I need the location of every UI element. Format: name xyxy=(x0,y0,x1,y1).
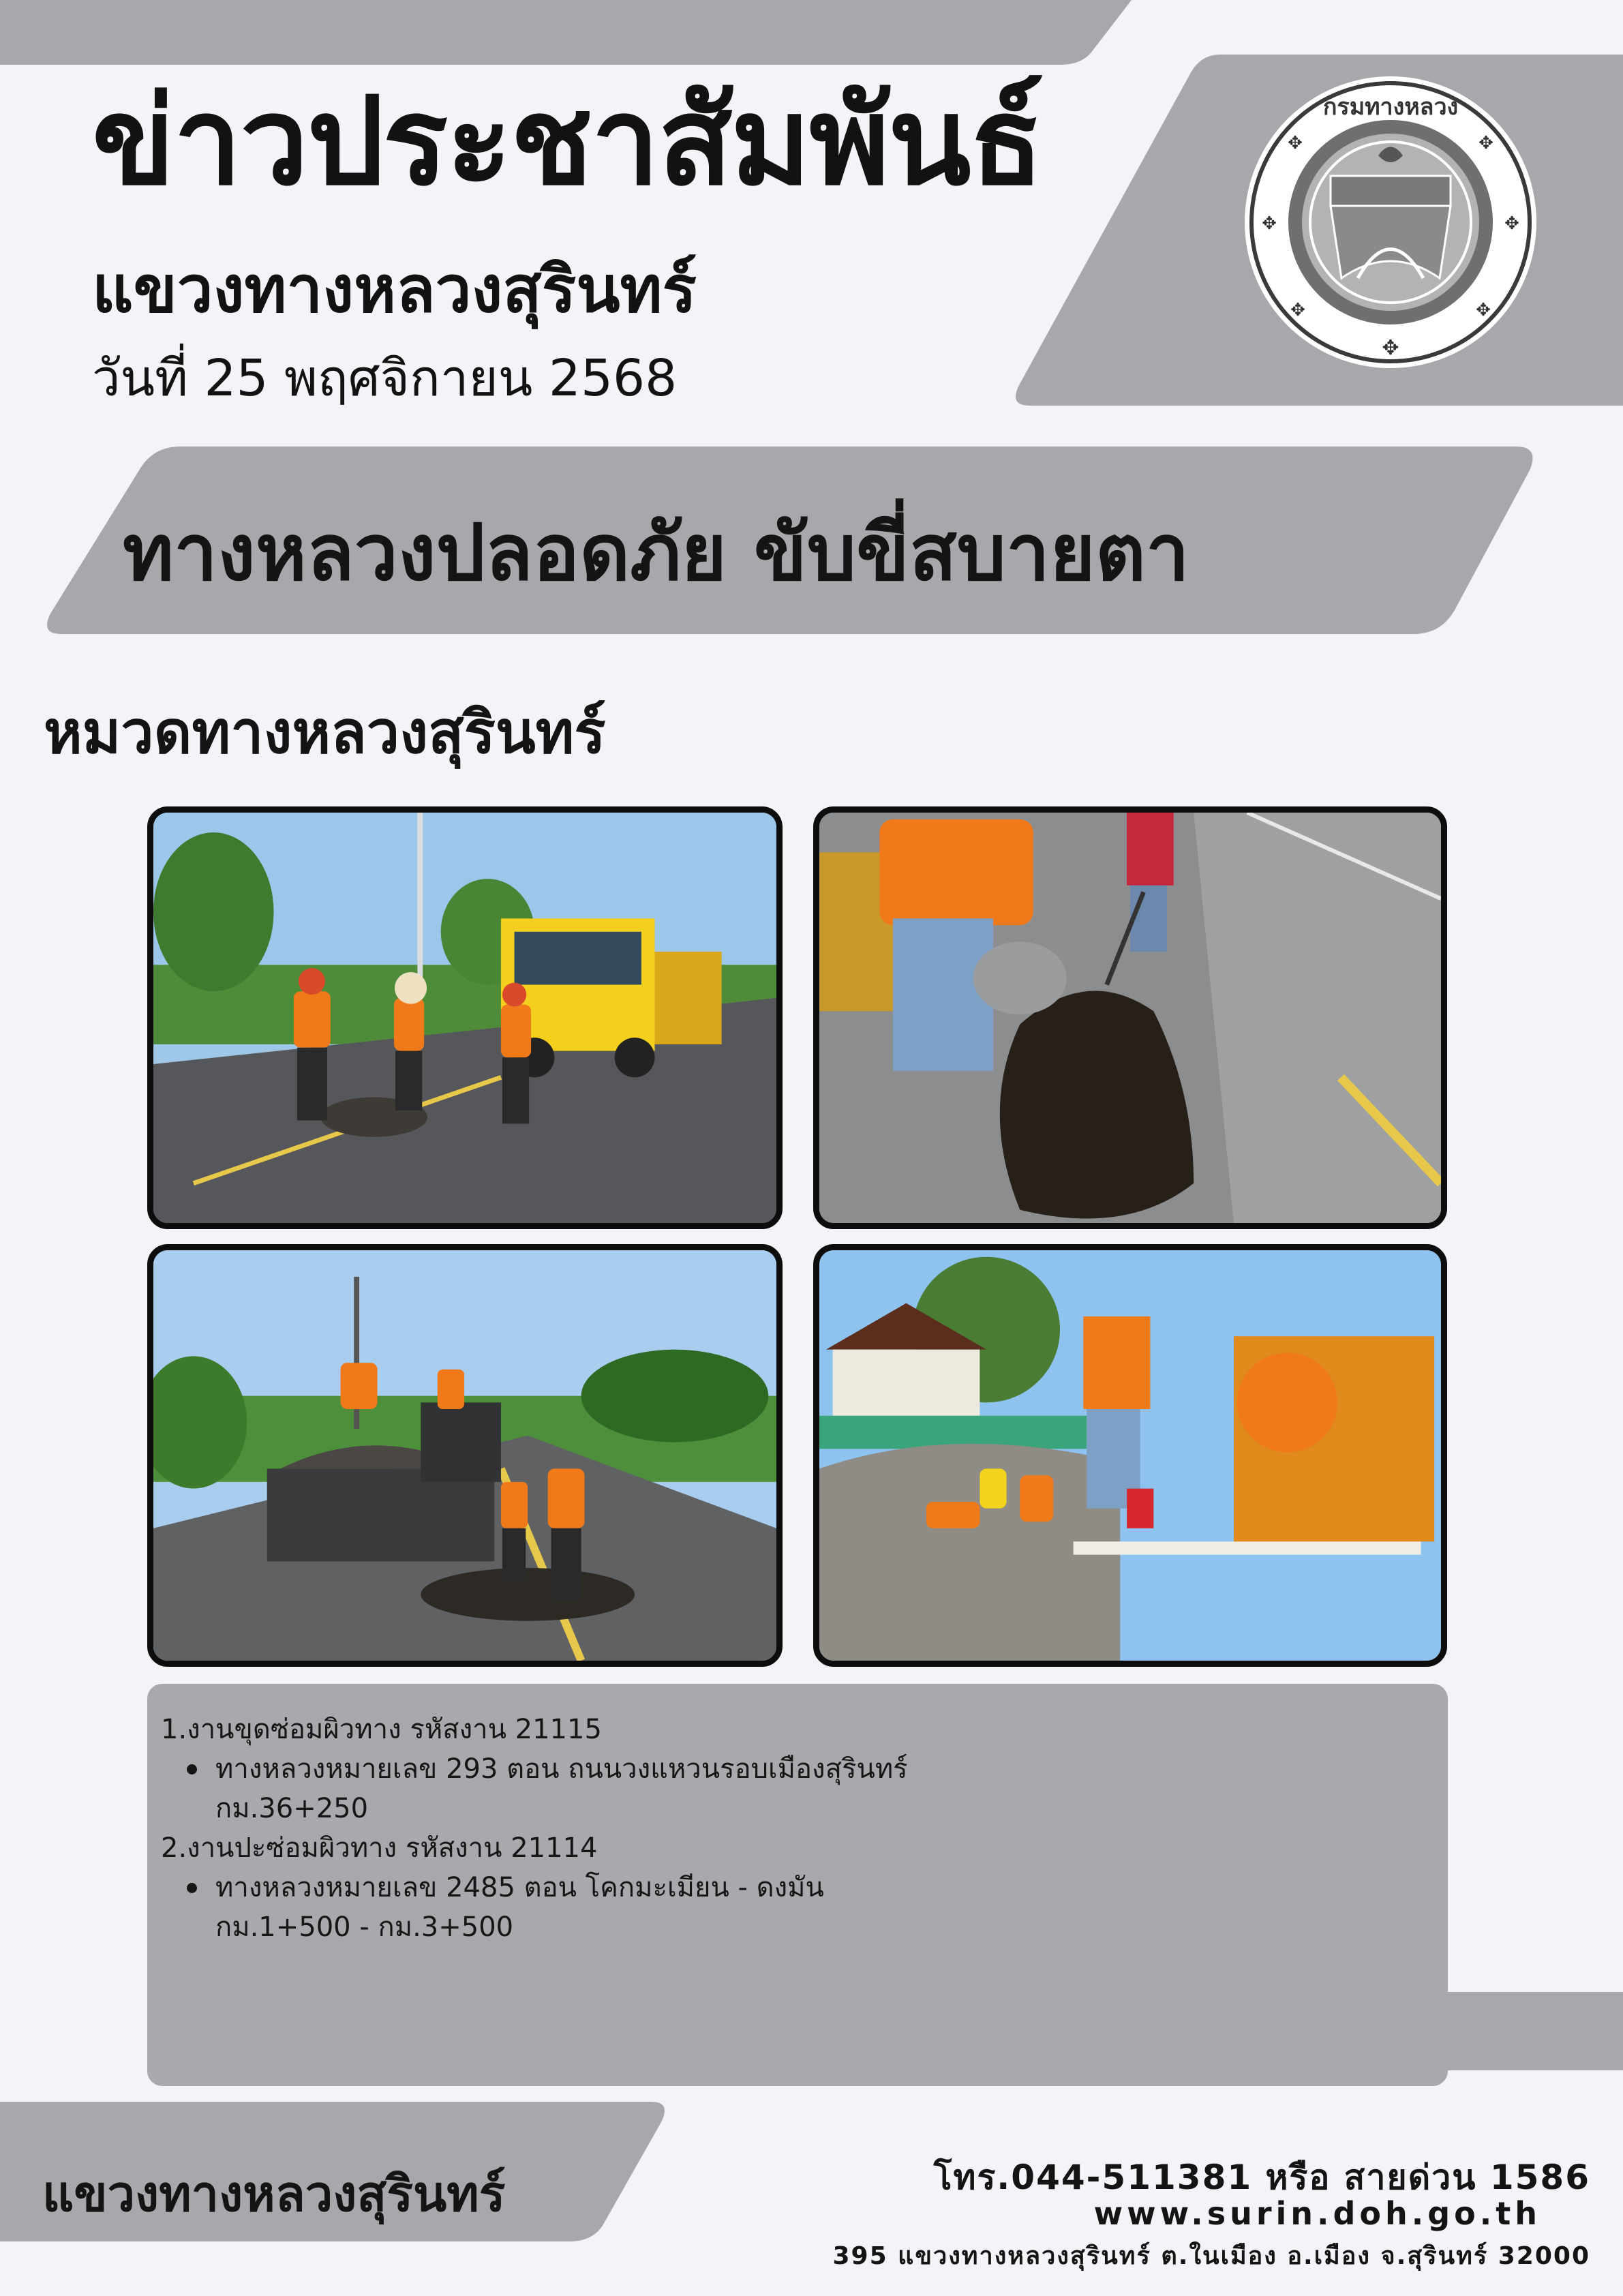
svg-text:✥: ✥ xyxy=(1476,300,1491,320)
svg-text:✥: ✥ xyxy=(1382,336,1399,360)
publication-date: วันที่ 25 พฤศจิกายน 2568 xyxy=(92,349,678,408)
photo-truck-loading xyxy=(147,1244,783,1667)
bullet-icon xyxy=(187,1883,197,1893)
road-crew-photo-icon xyxy=(153,1250,776,1661)
work-item-2-detail: ทางหลวงหมายเลข 2485 ตอน โคกมะเมียน - ดงมัน xyxy=(215,1872,824,1903)
department-seal-logo xyxy=(1242,74,1539,371)
slogan-banner-text: ทางหลวงปลอดภัย ขับขี่สบายตา xyxy=(123,507,1189,598)
section-heading: หมวดทางหลวงสุรินทร์ xyxy=(44,699,606,767)
road-crew-photo-icon xyxy=(819,813,1441,1223)
footer-phone: โทร.044-511381 หรือ สายด่วน 1586 xyxy=(933,2158,1590,2197)
work-item-1-title: 1.งานขุดซ่อมผิวทาง รหัสงาน 21115 xyxy=(161,1714,602,1745)
page-title: ข่าวประชาสัมพันธ์ xyxy=(92,71,1043,212)
top-left-tab-shape xyxy=(0,0,1132,68)
svg-text:✥: ✥ xyxy=(1290,300,1305,320)
work-item-2-km: กม.1+500 - กม.3+500 xyxy=(215,1912,514,1943)
work-item-2-detail-row xyxy=(161,1868,908,1907)
footer-address: 395 แขวงทางหลวงสุรินทร์ ต.ในเมือง อ.เมือง จ.สุรินทร์ 32000 xyxy=(832,2242,1590,2270)
office-name: แขวงทางหลวงสุรินทร์ xyxy=(92,253,697,327)
work-item-2-title: 2.งานปะซ่อมผิวทาง รหัสงาน 21114 xyxy=(161,1832,598,1864)
road-crew-photo-icon xyxy=(153,813,776,1223)
svg-text:✥: ✥ xyxy=(1288,133,1303,153)
work-item-1-km: กม.36+250 xyxy=(215,1793,369,1824)
photo-asphalt-patch xyxy=(813,806,1447,1229)
photo-mixer-site xyxy=(813,1244,1447,1667)
photo-pothole-digging xyxy=(147,806,783,1229)
bullet-icon xyxy=(187,1764,197,1774)
svg-text:✥: ✥ xyxy=(1504,213,1519,234)
svg-text:✥: ✥ xyxy=(1262,213,1277,234)
footer-office-name: แขวงทางหลวงสุรินทร์ xyxy=(42,2165,506,2222)
svg-text:✥: ✥ xyxy=(1478,133,1493,153)
footer-website[interactable]: www.surin.doh.go.th xyxy=(1093,2195,1541,2232)
work-items-panel xyxy=(147,1684,1448,2086)
road-crew-photo-icon xyxy=(819,1250,1441,1661)
seal-inscription: กรมทางหลวง xyxy=(1322,93,1459,121)
work-item-1-detail: ทางหลวงหมายเลข 293 ตอน ถนนวงแหวนรอบเมืองสุรินทร์ xyxy=(215,1753,908,1785)
work-items-list xyxy=(161,1710,908,1947)
work-item-1-detail-row xyxy=(161,1749,908,1789)
